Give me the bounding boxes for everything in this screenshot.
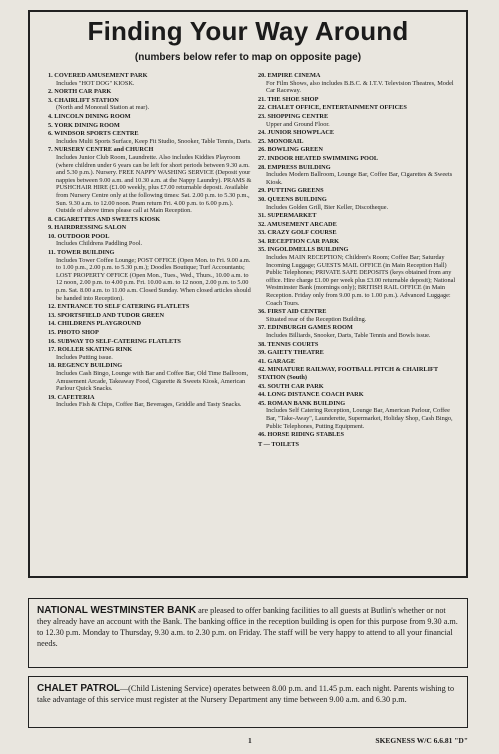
item-heading: 19. CAFETERIA [48,393,95,401]
item-heading: 24. JUNIOR SHOWPLACE [258,129,335,137]
item-heading: 1. COVERED AMUSEMENT PARK [48,72,148,79]
item-description: Includes Billiards, Snooker, Darts, Table Tennis and Bowls issue. [266,332,431,339]
item-description: Includes Putting issue. [56,353,113,361]
list-item [258,155,458,163]
item-heading: 25. MONORAIL [258,137,304,145]
item-description: Situated rear of the Reception Building. [266,315,367,323]
left-column [48,72,253,410]
item-heading: 9. HAIRDRESSING SALON [48,224,127,232]
list-item [48,362,253,392]
item-heading: 46. HORSE RIDING STABLES [258,431,344,439]
toilets-legend: T — TOILETS [258,440,299,448]
item-heading: 26. BOWLING GREEN [258,146,323,154]
item-heading: 14. CHILDRENS PLAYGROUND [48,320,142,328]
list-item [258,138,458,146]
item-description: Includes Cash Bingo, Lounge with Bar and Coffee Bar, Old Time Ballroom, Amusement Arcade, Takeaway Food, Cigarette & Sweets Kiosk, American Parlour Quick Snacks. [56,369,249,393]
item-heading: 2. NORTH CAR PARK [48,88,112,96]
item-description: Includes Modern Ballroom, Lounge Bar, Coffee Bar, Cigarettes & Sweets Kiosk. [266,171,453,186]
item-description: Includes Childrens Paddling Pool. [56,240,143,248]
item-heading: 21. THE SHOE SHOP [258,95,319,103]
item-description: Upper and Ground Floor. [266,120,330,128]
item-heading: 23. SHOPPING CENTRE [258,112,329,120]
page-subtitle: (numbers below refer to map on opposite page) [134,52,362,63]
item-description: Includes Fish & Chips, Coffee Bar, Beverages, Griddle and Tasty Snacks. [56,401,242,409]
item-description: Includes Multi Sports Surface, Keep Fit Studio, Snooker, Table Tennis, Darts. [56,137,252,145]
list-item [48,122,253,130]
item-heading: 15. PHOTO SHOP [48,329,99,336]
list-item [48,394,253,409]
chalet-lead: CHALET PATROL [37,683,120,694]
right-column [258,72,458,448]
item-heading: 18. REGENCY BUILDING [48,362,123,370]
list-item [48,312,253,320]
list-item [258,129,458,137]
list-item [258,146,458,154]
item-heading: 31. SUPERMARKET [258,212,317,220]
item-heading: 36. FIRST AID CENTRE [258,308,327,316]
list-item [48,320,253,328]
item-description: Includes Self Catering Reception, Lounge Bar, American Parlour, Coffee Bar, "Take-Away", Launderette, Supermarket, Holiday Shop, Cash Bingo, Public Telephones, Putting Equipment. [266,407,453,430]
list-item [258,212,458,220]
item-heading: 41. GARAGE [258,357,296,365]
list-item [258,431,458,439]
list-item [258,246,458,307]
item-heading: 10. OUTDOOR POOL [48,232,110,240]
list-item [258,341,458,349]
list-item [258,104,458,112]
list-item [258,164,458,187]
item-heading: 4. LINCOLN DINING ROOM [48,112,131,120]
list-item [48,224,253,232]
list-item [258,187,458,195]
bank-text: are pleased to offer banking facilities to all guests at Butlin's whether or not they already have an account with the Bank. The banking office in the reception building is open for this purpose from 9.30 a.m. to 12.30 p.m. Monday to Thursday, 9.30 a.m. to 2.30 p.m. on Friday. The staff will be very happy to attend to all your financial needs. [37,606,458,648]
item-heading: 8. CIGARETTES AND SWEETS KIOSK [48,215,161,223]
item-description: Includes Tower Coffee Lounge; POST OFFICE (Open Mon. to Fri. 9.00 a.m. to 1.00 p.m., 2.00 p.m. to 5.30 p.m.); Doodles Boutique; Turf Accountants; LOST PROPERTY OFFICE (Open Mon., Tues., Wed., Thurs., 10.00 a.m. to 12 noon, 2.00 p.m. to 4.00 p.m. Fri. 10.00 a.m. to 12 noon, 2.00 p.m. to 5.00 p.m. Sat. 8.00 a.m. to 11.00 a.m. Closed Sunday. When closed articles should be handed into Reception). [56,256,251,302]
list-item [48,97,253,112]
item-description: For Film Shows, also includes B.B.C. & I.T.V. Television Theatres, Model Car Raceway. [266,79,454,95]
list-item [258,358,458,366]
item-heading: 3. CHAIRLIFT STATION [48,96,119,104]
item-heading: 29. PUTTING GREENS [258,187,324,195]
page-number: 1 [248,736,252,745]
item-heading: 28. EMPRESS BUILDING [258,163,331,171]
list-item [258,229,458,237]
item-description: (North and Monorail Station at rear). [56,104,150,112]
item-description: Includes MAIN RECEPTION; Children's Room; Coffee Bar; Saturday Incoming Luggage; GUESTS MAIL OFFICE (in Main Reception Hall) Public Telephones; PRIVATE SAFE DEPOSITS (keys obtained from any office. Hire charge £1.00 per week plus £3.00 returnable deposit); National Westminster Bank (mornings only); BRITISH RAIL OFFICE (in Main Reception. Friday only from 9.00 p.m. to 1.00 p.m.). Advanced Luggage: Coach Tours. [266,254,456,307]
item-heading: 27. INDOOR HEATED SWIMMING POOL [258,154,379,162]
bank-lead: NATIONAL WESTMINSTER BANK [37,605,197,616]
chalet-text: —(Child Listening Service) operates between 8.00 p.m. and 11.45 p.m. each night. Parents wishing to take advantage of this service must register at the Nursery Department any time between 9.00 a.m. and 6.30 p.m. [37,684,455,704]
list-item [48,88,253,96]
item-heading: 35. INGOLDMELLS BUILDING [258,246,349,254]
item-heading: 45. ROMAN BANK BUILDING [258,399,346,407]
item-heading: 39. GAIETY THEATRE [258,349,324,357]
item-heading: 16. SUBWAY TO SELF-CATERING FLATLETS [48,337,181,345]
item-heading: 13. SPORTSFIELD AND TUDOR GREEN [48,311,165,319]
item-heading: 32. AMUSEMENT ARCADE [258,220,337,228]
item-heading: 44. LONG DISTANCE COACH PARK [258,391,364,399]
item-heading: 38. TENNIS COURTS [258,340,319,348]
list-item [258,221,458,229]
item-heading: 33. CRAZY GOLF COURSE [258,229,337,237]
list-item [48,346,253,361]
list-item [258,238,458,246]
item-heading: 7. NURSERY CENTRE and CHURCH [48,146,154,154]
item-heading: 12. ENTRANCE TO SELF CATERING FLATLETS [48,303,190,311]
item-heading: 5. YORK DINING ROOM [48,121,120,129]
list-item [48,303,253,311]
item-heading: 11. TOWER BUILDING [48,249,115,257]
document-code: SKEGNESS W/C 6.6.81 "D" [375,736,468,745]
item-heading: 42. MINIATURE RAILWAY, FOOTBALL PITCH & CHAIRLIFT STATION (South) [258,366,438,381]
list-item [258,308,458,323]
item-heading: 20. EMPIRE CINEMA [258,72,321,79]
page-title: Finding Your Way Around [87,16,409,46]
list-item [48,329,253,337]
list-item [48,338,253,346]
item-heading: 37. EDINBURGH GAMES ROOM [258,324,353,332]
list-item [258,400,458,430]
list-item [258,196,458,211]
item-heading: 34. RECEPTION CAR PARK [258,237,340,245]
list-item [48,249,253,302]
list-item [258,366,458,381]
list-item [258,349,458,357]
list-item [48,233,253,248]
item-description: Includes Golden Grill, Bier Keller, Discotheque. [266,203,389,211]
item-description: Includes Junior Club Room, Laundrette. Also includes Kiddies Playroom (where children under 6 years can be left for short periods between 9.30 a.m. and 5.30 p.m.). Nursery. FREE NAPPY WASHING SERVICE (Deposit your nappies between 9.00 a.m. and 10.30 a.m. at the Nappy Laundry). PRAMS & PUSHCHAIR HIRE (£1.00 weekly, plus £7.00 returnable deposit. Available from Nursery Centre only at the following times: Sat. 2.00 p.m. to 5.30 p.m., Sun. 9.30 a.m. to 12.00 noon. Pram return Fri. 4.00 p.m. to 6.00 p.m.). Outside of above times please call at Main Reception. [56,153,252,215]
list-item [258,96,458,104]
list-item [258,113,458,128]
list-item [258,72,458,95]
bank-notice [28,598,468,668]
list-item [48,216,253,224]
list-item [258,383,458,391]
item-description: Includes "HOT DOG" KIOSK. [56,79,135,87]
list-item [48,72,253,87]
item-heading: 17. ROLLER SKATING RINK [48,346,133,354]
chalet-notice [28,676,468,728]
item-heading: 30. QUEENS BUILDING [258,195,327,203]
item-heading: 6. WINDSOR SPORTS CENTRE [48,130,139,138]
list-item [48,130,253,145]
list-item [258,391,458,399]
list-item [258,324,458,339]
item-heading: 22. CHALET OFFICE, ENTERTAINMENT OFFICES [258,104,407,112]
list-item [48,146,253,214]
list-item [48,113,253,121]
item-heading: 43. SOUTH CAR PARK [258,382,324,390]
